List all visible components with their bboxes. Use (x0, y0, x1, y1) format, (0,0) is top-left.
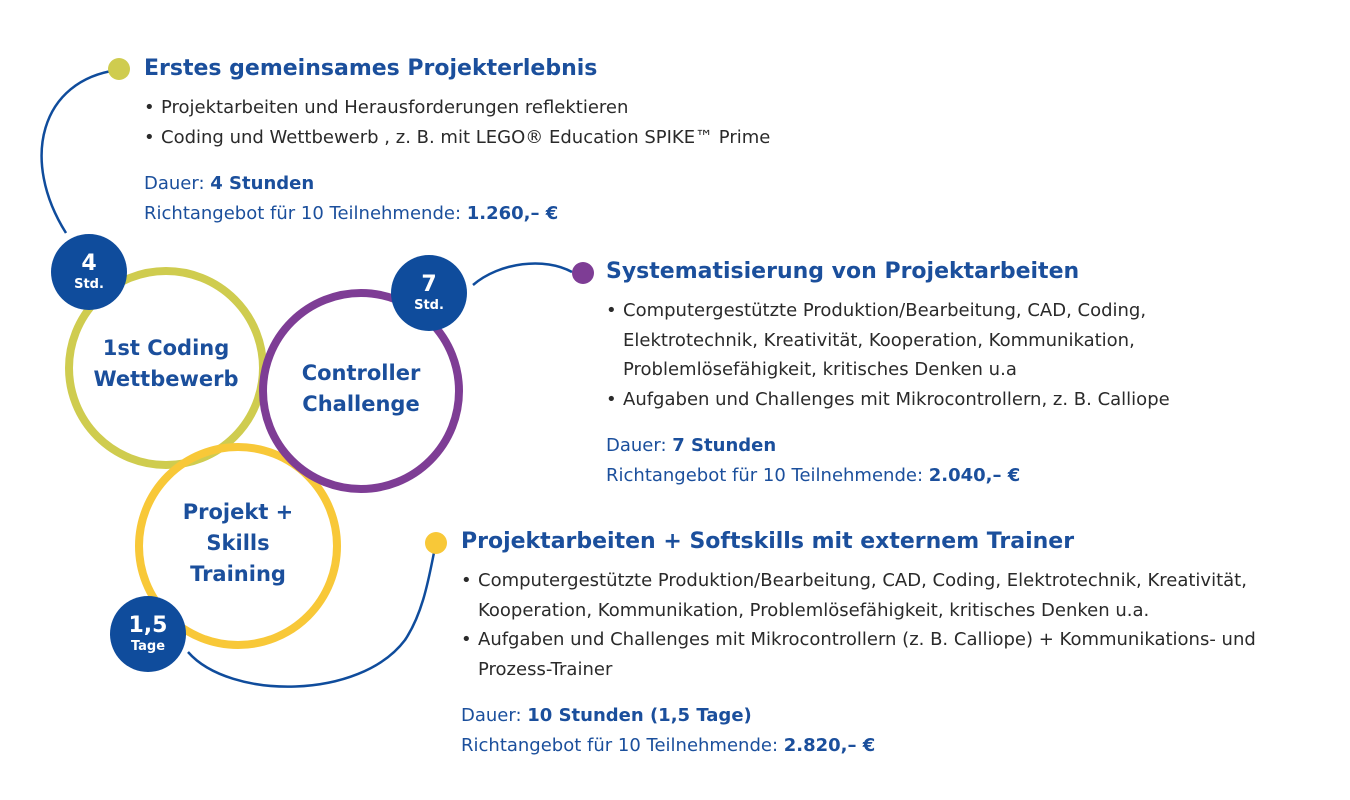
bullet-list (461, 566, 1341, 684)
duration-value: 4 Stunden (210, 173, 315, 194)
duration-label: Dauer: (606, 435, 667, 456)
price-value: 2.820,– € (783, 734, 876, 756)
duration-value: 10 Stunden (1,5 Tage) (527, 705, 752, 726)
badge-number: 1,5 (128, 612, 168, 638)
price-value: 1.260,– € (466, 202, 559, 224)
duration-line (461, 701, 1341, 731)
duration-value: 7 Stunden (672, 435, 777, 456)
circle-label-controller: Controller Challenge (301, 361, 421, 416)
price-label: Richtangebot für 10 Teilnehmende: (144, 202, 462, 224)
badge-number: 7 (421, 271, 437, 297)
list-item: • Aufgaben und Challenges mit Mikrocontrollern, z. B. Calliope (606, 385, 1326, 415)
list-item: • Computergestützte Produktion/Bearbeitung, CAD, Coding, Elektrotechnik, Kreativität, Kooperation, Kommunikation, Problemlösefähigkeit, kritisches Denken u.a (606, 296, 1326, 385)
list-item: • Aufgaben und Challenges mit Mikrocontrollern (z. B. Calliope) + Kommunikations- und Prozess-Trainer (461, 625, 1341, 684)
price-label: Richtangebot für 10 Teilnehmende: (461, 734, 779, 756)
bullet-list (144, 93, 904, 152)
badge-unit: Tage (130, 638, 166, 654)
section-dot-1 (108, 58, 130, 80)
duration-badge-4-std (51, 234, 127, 310)
section-dot-2 (572, 262, 594, 284)
duration-label: Dauer: (461, 705, 522, 726)
list-item: • Computergestützte Produktion/Bearbeitung, CAD, Coding, Elektrotechnik, Kreativität, Kooperation, Kommunikation, Problemlösefähigkeit, kritisches Denken u.a. (461, 566, 1341, 625)
badge-number: 4 (81, 250, 97, 276)
connector-line-2 (473, 263, 572, 285)
duration-label: Dauer: (144, 173, 205, 194)
connector-line-1 (42, 70, 118, 233)
section-erstes-projekterlebnis (144, 55, 904, 228)
section-systematisierung (606, 258, 1326, 490)
section-dot-3 (425, 532, 447, 554)
badge-unit: Std. (414, 297, 444, 313)
list-item: • Projektarbeiten und Herausforderungen reflektieren (144, 93, 904, 123)
section-softskills-trainer (461, 528, 1341, 760)
duration-badge-7-std (391, 255, 467, 331)
circle-label-coding: 1st Coding Wettbewerb (93, 336, 239, 391)
duration-line (144, 169, 904, 199)
bullet-list (606, 296, 1326, 414)
duration-line (606, 431, 1326, 461)
circle-label-projekt: Projekt + Skills Training (182, 500, 294, 586)
price-value: 2.040,– € (928, 464, 1021, 486)
price-label: Richtangebot für 10 Teilnehmende: (606, 464, 924, 486)
badge-unit: Std. (74, 276, 104, 292)
section-title: Systematisierung von Projektarbeiten (606, 259, 1080, 284)
section-title: Erstes gemeinsames Projekterlebnis (144, 56, 598, 81)
duration-badge-1-5-tage (110, 596, 186, 672)
list-item: • Coding und Wettbewerb , z. B. mit LEGO® Education SPIKE™ Prime (144, 123, 904, 153)
price-line (461, 731, 1341, 761)
section-title: Projektarbeiten + Softskills mit externem Trainer (461, 529, 1075, 554)
price-line (144, 199, 904, 229)
price-line (606, 461, 1326, 491)
